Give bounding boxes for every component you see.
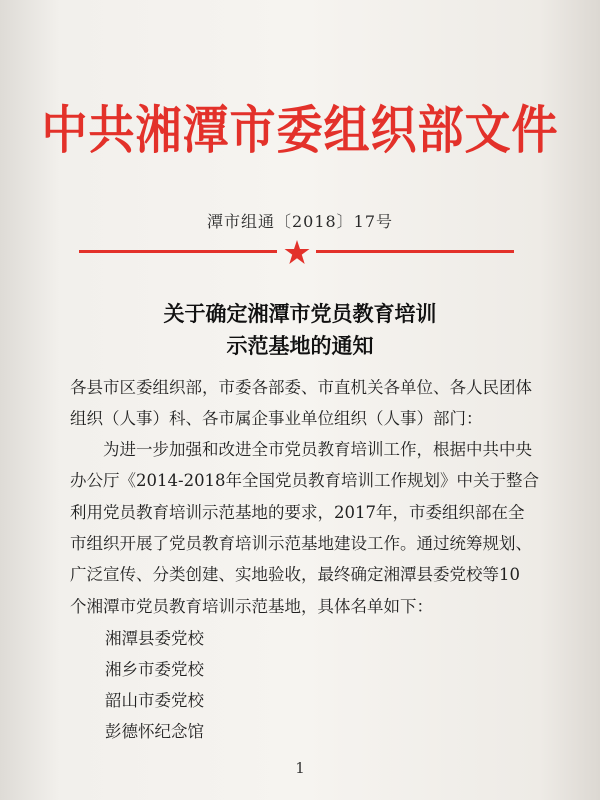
body-line: 个湘潭市党员教育培训示范基地，具体名单如下：	[70, 597, 433, 616]
list-item: 彭德怀纪念馆	[105, 722, 204, 741]
list-item: 湘乡市委党校	[105, 660, 204, 679]
red-rule-right	[316, 250, 514, 253]
body-line: 广泛宣传、分类创建、实地验收，最终确定湘潭县委党校等10	[70, 565, 520, 584]
notice-title-line-2: 示范基地的通知	[226, 333, 374, 358]
body-line: 利用党员教育培训示范基地的要求，2017年，市委组织部在全	[70, 503, 525, 522]
notice-title	[0, 298, 600, 362]
list-item: 湘潭县委党校	[105, 629, 204, 648]
body-line: 为进一步加强和改进全市党员教育培训工作，根据中共中央	[70, 440, 532, 459]
notice-title-line-1: 关于确定湘潭市党员教育培训	[163, 301, 437, 326]
body-line: 办公厅《2014-2018年全国党员教育培训工作规划》中关于整合	[70, 471, 540, 490]
red-star-icon	[284, 239, 310, 265]
body-line: 市组织开展了党员教育培训示范基地建设工作。通过统筹规划、	[70, 534, 532, 553]
red-rule-left	[79, 250, 277, 253]
red-header-title: 中共湘潭市委组织部文件	[41, 99, 559, 161]
page-number: 1	[295, 759, 305, 777]
document-number: 潭市组通〔2018〕17号	[206, 212, 394, 231]
body-line: 组织（人事）科、各市属企事业单位组织（人事）部门：	[70, 409, 483, 428]
body-line: 各县市区委组织部，市委各部委、市直机关各单位、各人民团体	[70, 378, 532, 397]
list-item: 韶山市委党校	[105, 691, 204, 710]
